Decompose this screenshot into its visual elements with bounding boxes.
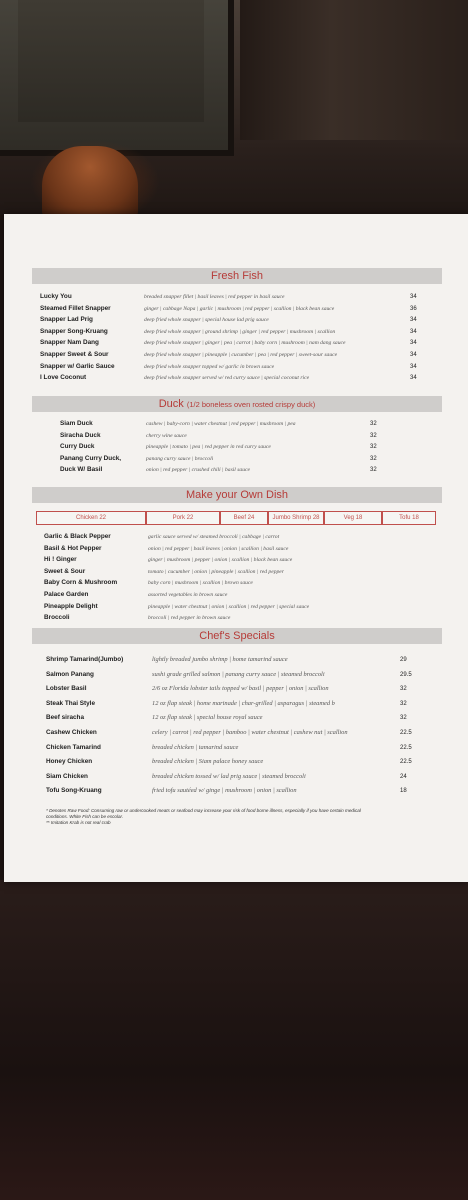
protein-option: Veg 18	[324, 511, 382, 525]
item-name: Basil & Hot Pepper	[44, 544, 102, 552]
item-description: deep fried whole snapper | ginger | pea | carrot | baby corn | mushroom | nam dang sauce	[144, 340, 346, 347]
menu-item	[4, 327, 468, 337]
item-name: Snapper Lad Prig	[40, 316, 93, 324]
menu-item	[4, 373, 468, 383]
wall-picture-frame	[0, 0, 234, 156]
menu-item	[4, 350, 468, 360]
menu-item	[4, 544, 468, 554]
item-description: assorted vegetables in brown sauce	[148, 592, 228, 598]
protein-option: Jumbo Shrimp 28	[268, 511, 324, 525]
item-description: cherry wine sauce	[146, 432, 187, 439]
menu-item	[4, 454, 468, 464]
item-name: Snapper w/ Garlic Sauce	[40, 362, 115, 370]
item-price: 32	[370, 455, 377, 462]
menu-item	[4, 431, 468, 441]
item-description: breaded chicken tossed w/ lad prig sauce | steamed broccoli	[152, 772, 306, 780]
item-price: 22.5	[400, 759, 412, 766]
item-price: 18	[400, 788, 407, 795]
item-price: 32	[400, 686, 407, 693]
item-price: 32	[400, 700, 407, 707]
item-description: panang curry sauce | broccoli	[146, 455, 214, 462]
item-description: deep fried whole snapper topped w/ garlic in brown sauce	[144, 363, 275, 370]
item-description: deep fried whole snapper | pineapple | cucumber | pea | red pepper | sweet-sour sauce	[144, 352, 338, 358]
picture	[18, 0, 204, 122]
item-name: Curry Duck	[60, 443, 95, 451]
menu-item	[4, 655, 468, 665]
menu-item	[4, 304, 468, 314]
item-name: Snapper Song-Kruang	[40, 327, 108, 335]
item-price: 29	[400, 657, 407, 663]
item-name: Pineapple Delight	[44, 602, 98, 610]
menu-item	[4, 713, 468, 723]
menu-item	[4, 613, 468, 623]
item-name: Chicken Tamarind	[46, 743, 101, 751]
menu-item	[4, 315, 468, 325]
item-description: breaded chicken | Siam palace honey sauce	[152, 758, 264, 766]
item-description: sushi grade grilled salmon | panang curry sauce | steamed broccoli	[152, 670, 325, 678]
menu-item	[4, 699, 468, 709]
protein-option: Beef 24	[220, 511, 268, 525]
item-description: pineapple | water chestnut | onion | scallion | red pepper | special sauce	[148, 603, 310, 610]
item-description: deep fried whole snapper served w/ red curry sauce | special coconut rice	[144, 375, 310, 382]
section-header-make-your-own	[32, 487, 442, 503]
item-price: 34	[410, 328, 417, 335]
footnote: ** Imitation Krab is not real crab	[46, 820, 111, 825]
item-price: 22.5	[400, 730, 412, 736]
item-name: Steak Thai Style	[46, 699, 96, 707]
menu-item	[4, 465, 468, 475]
item-name: Siam Chicken	[46, 772, 88, 780]
item-price: 34	[410, 352, 417, 358]
protein-option: Chicken 22	[36, 511, 146, 525]
item-description: tomato | cucumber | onion | pineapple | scallion | red pepper	[148, 568, 284, 575]
menu-item	[4, 292, 468, 302]
item-name: Palace Garden	[44, 591, 89, 598]
menu-item	[4, 602, 468, 612]
item-name: Steamed Fillet Snapper	[40, 304, 111, 312]
item-name: Cashew Chicken	[46, 729, 97, 736]
item-name: Garlic & Black Pepper	[44, 533, 111, 540]
item-name: Panang Curry Duck,	[60, 454, 122, 462]
item-description: ginger | cabbage Napa | garlic | mushroom | red pepper | scallion | black bean sauce	[144, 305, 335, 312]
item-name: Baby Corn & Mushroom	[44, 579, 118, 587]
item-description: 12 oz flap steak | special house royal sauce	[152, 714, 263, 722]
item-description: garlic sauce served w/ steamed broccoli | cabbage | carrot	[148, 534, 280, 540]
item-price: 32	[370, 444, 377, 451]
menu-sheet	[4, 214, 468, 882]
item-name: Siam Duck	[60, 420, 93, 427]
item-description: lightly breaded jumbo shrimp | home tamarind sauce	[152, 656, 288, 663]
item-price: 32	[370, 432, 377, 439]
item-name: Shrimp Tamarind(Jumbo)	[46, 656, 124, 663]
menu-item	[4, 362, 468, 372]
item-price: 32	[400, 715, 407, 722]
menu-item	[4, 684, 468, 694]
section-title: Chef's Specials	[199, 630, 275, 642]
table-surface	[0, 880, 468, 1200]
menu-item	[4, 590, 468, 600]
table-lamp	[42, 146, 138, 216]
item-description: deep fried whole snapper | special house lad prig sauce	[144, 317, 269, 324]
item-description: breaded snapper fillet | basil leaves | red pepper in basil sauce	[144, 294, 285, 300]
item-price: 32	[370, 421, 377, 427]
protein-option: Tofu 18	[382, 511, 436, 525]
item-price: 34	[410, 363, 417, 370]
footnote: * Denotes Raw Food: Consuming raw or undercooked meats or seafood may increase your risk of food borne illness, especially if you have certain medical	[46, 808, 361, 813]
item-name: Tofu Song-Kruang	[46, 787, 102, 795]
item-description: celery | carrot | red pepper | bamboo | water chestnut | cashew nut | scallion	[152, 729, 348, 736]
item-name: Lobster Basil	[46, 685, 87, 693]
item-name: I Love Coconut	[40, 374, 87, 382]
item-name: Honey Chicken	[46, 758, 93, 766]
item-name: Salmon Panang	[46, 670, 94, 678]
section-title: Make your Own Dish	[185, 489, 289, 501]
menu-item	[4, 743, 468, 753]
item-name: Sweet & Sour	[44, 567, 86, 575]
menu-item	[4, 419, 468, 429]
menu-item	[4, 532, 468, 542]
section-title: Fresh Fish	[211, 270, 263, 282]
item-price: 24	[400, 773, 407, 780]
item-price: 22.5	[400, 744, 412, 751]
item-price: 34	[410, 294, 417, 300]
menu-item	[4, 442, 468, 452]
menu-item	[4, 555, 468, 565]
item-price: 32	[370, 467, 377, 474]
item-name: Duck W/ Basil	[60, 466, 103, 474]
item-description: deep fried whole snapper | ground shrimp | ginger | red pepper | mushroom | scallion	[144, 328, 336, 335]
section-header-fresh-fish	[32, 268, 442, 284]
menu-item	[4, 567, 468, 577]
menu-item	[4, 670, 468, 680]
footnote: conditions. White Fish can be escolar.	[46, 814, 124, 819]
item-name: Snapper Nam Dang	[40, 339, 99, 347]
item-description: onion | red pepper | crushed chili | basil sauce	[146, 467, 250, 474]
menu-item	[4, 578, 468, 588]
menu-item	[4, 772, 468, 782]
item-price: 34	[410, 317, 417, 324]
item-description: broccoli | red pepper in brown sauce	[148, 615, 231, 622]
menu-item	[4, 338, 468, 348]
item-name: Broccoli	[44, 614, 70, 622]
item-description: 12 oz flap steak | home marinade | char-grilled | asparagus | steamed b	[152, 699, 335, 707]
item-price: 36	[410, 305, 417, 312]
menu-item	[4, 728, 468, 738]
menu-item	[4, 786, 468, 796]
item-price: 29.5	[400, 671, 412, 678]
protein-option: Pork 22	[146, 511, 220, 525]
item-description: 2/6 oz Florida lobster tails topped w/ basil | pepper | onion | scallion	[152, 685, 329, 693]
item-name: Siracha Duck	[60, 431, 101, 439]
item-description: pineapple | tomato | pea | red pepper in red curry sauce	[146, 444, 271, 451]
section-title: Duck	[158, 398, 184, 410]
item-description: ginger | mushroom | pepper | onion | scallion | black bean sauce	[148, 557, 293, 564]
section-subtitle: (1/2 boneless oven rosted crispy duck)	[186, 400, 316, 409]
item-price: 34	[410, 340, 417, 347]
item-description: baby corn | mushroom | scallion | brown sauce	[148, 580, 253, 587]
item-name: Snapper Sweet & Sour	[40, 351, 109, 358]
item-description: fried tofu sautéed w/ ginge | mushroom | onion | scallion	[152, 787, 297, 795]
protein-options	[36, 511, 436, 525]
menu-item	[4, 757, 468, 767]
item-price: 34	[410, 375, 417, 382]
item-description: breaded chicken | tamarind sauce	[152, 743, 239, 751]
curtain	[240, 0, 468, 140]
item-name: Beef siracha	[46, 714, 85, 722]
section-header-chefs-specials	[32, 628, 442, 644]
item-name: Lucky You	[40, 293, 72, 300]
item-description: onion | red pepper | basil leaves | onion | scallion | basil sauce	[148, 545, 289, 552]
section-header-duck	[32, 396, 442, 412]
item-name: Hi ! Ginger	[44, 556, 77, 564]
item-description: cashew | baby-corn | water chestnut | red pepper | mushroom | pea	[146, 421, 296, 427]
